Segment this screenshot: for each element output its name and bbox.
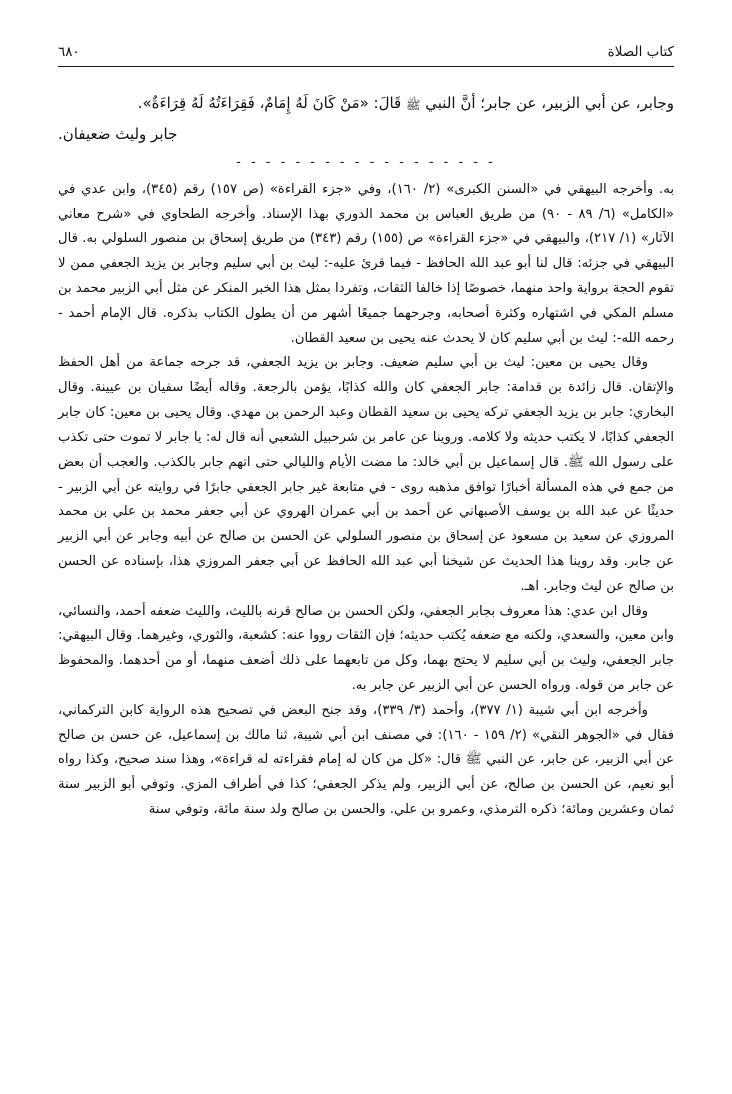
salutation-seal-icon: ﷺ (406, 98, 421, 112)
running-head (58, 44, 674, 64)
footnote-separator: - - - - - - - - - - - - - - - - - - (236, 154, 496, 170)
header-rule (58, 66, 674, 67)
footnote-paragraph: به. وأخرجه البيهقي في «السنن الكبرى» (٢/ ١٦٠)، وفي «جزء القراءة» (ص ١٥٧) رقم (٣٤٥)، وابن عدي في «الكامل» (٦/ ٨٩ - ٩٠) من طريق العباس بن محمد الدوري بهذا الإسناد. وأخرجه الطحاوي في «شرح معاني الآثار» (١/ ٢١٧)، والبيهقي في «جزء القراءة» ص (١٥٥) رقم (٣٤٣) من طريق إسحاق بن منصور السلولي به. قال البيهقي في جزئه: قال لنا أبو عبد الله الحافظ - فيما قرئ عليه-: ليث بن أبي سليم وجابر بن يزيد الجعفي ممن لا تقوم الحجة برواية واحد منهما، خصوصًا إذا خالفا الثقات، وتفردا بمثل هذا الخبر المنكر عن مثل أبي الزبير محمد بن مسلم المكي في اشتهاره وكثرة أصحابه، وجرحهما جميعًا أشهر من أن يطول الكتاب بذكره. قال الإمام أحمد - رحمه الله-: ليث بن أبي سليم كان لا يحدث عنه يحيى بن سعيد القطان. (58, 181, 675, 346)
footnote-paragraph: وأخرجه ابن أبي شيبة (١/ ٣٧٧)، وأحمد (٣/ ٣٣٩)، وقد جنح البعض في تصحيح هذه الرواية كابن التركماني، فقال في «الجوهر النقي» (٢/ ١٥٩ - ١٦٠): في مصنف ابن أبي شيبة، ثنا مالك بن إسماعيل، عن حسن بن صالح عن أبي الزبير، عن جابر، عن النبي ﷺ قال: «كل من كان له إمام فقراءته له قراءة»، وهذا سند صحيح، وكذا رواه أبو نعيم، عن الحسن بن صالح، عن أبي الزبير، ولم يذكر الجعفي؛ كذا في أطراف المزي. وتوفي أبو الزبير سنة ثمان وعشرين ومائة؛ ذكره الترمذي، وعمرو بن علي. والحسن بن صالح ولد سنة مائة، وتوفي سنة (58, 702, 675, 818)
footnote-block (58, 178, 674, 823)
verdict-line (58, 120, 674, 149)
footnote-paragraph: وقال ابن عدي: هذا معروف بجابر الجعفي، ولكن الحسن بن صالح قرنه بالليث، والليث ضعفه أحمد، والنسائي، وابن معين، والسعدي، ولكنه مع ضعفه يُكتب حديثه؛ فإن الثقات رووا عنه: كشعبة، والثوري، وغيرهما. وقال البيهقي: جابر الجعفي، وليث بن أبي سليم لا يحتج بهما، وكل من تابعهما على ذلك أضعف منهما، أو من أحدهما. والمحفوظ عن جابر من قوله. ورواه الحسن عن أبي الزبير عن جابر به. (58, 603, 674, 693)
hadith-matn: قَالَ: «مَنْ كَانَ لَهُ إِمَامٌ، فَقِرَاءَتُهُ لَهُ قِرَاءَةٌ». (137, 94, 402, 112)
verdict-text: جابر وليث ضعيفان. (58, 125, 178, 144)
page-number: ٦٨٠ (58, 44, 80, 60)
hadith-text (58, 89, 674, 118)
footnote-paragraph: وقال يحيى بن معين: ليث بن أبي سليم ضعيف. وجابر بن يزيد الجعفي، قد جرحه جماعة من أهل الحفظ والإتقان. قال زائدة بن قدامة: جابر الجعفي كان والله كذابًا، يؤمن بالرجعة. وقاله أيضًا سفيان بن عيينة. وقال البخاري: جابر بن يزيد الجعفي تركه يحيى بن سعيد القطان وعبد الرحمن بن مهدي. وقال يحيى بن معين: كان جابر الجعفي كذابًا، لا يكتب حديثه ولا كلامه. وروينا عن عامر بن شرحبيل الشعبي أنه قال له: يا جابر لا تموت حتى تكذب على رسول الله ﷺ. قال إسماعيل بن أبي خالد: ما مضت الأيام والليالي حتى اتهم جابر بالكذب. والعجب أن بعض من جمع في هذه المسألة أخبارًا توافق مذهبه روى - في متابعة غير جابر الجعفي جابرًا في روايته عن أبي الزبير - حديثًا عن عبد الله بن يوسف الأصبهاني عن أحمد بن أبي عمران الهروي عن أبي جعفر محمد بن علي بن محمد المروزي عن سعيد بن مسعود عن إسحاق بن منصور السلولي عن الحسن بن صالح عن أبيه وجابر عن أبي الزبير عن جابر. وقد روينا هذا الحديث عن شيخنا أبي عبد الله الحافظ عن أبي جعفر المروزي هذا، بإسناده عن الحسن بن صالح عن ليث وجابر. اهـ. (58, 355, 674, 594)
hadith-isnad: وجابر، عن أبي الزبير، عن جابر؛ أنَّ النبي (425, 94, 674, 112)
main-text-block (58, 89, 674, 149)
chapter-title: كتاب الصلاة (607, 44, 674, 60)
